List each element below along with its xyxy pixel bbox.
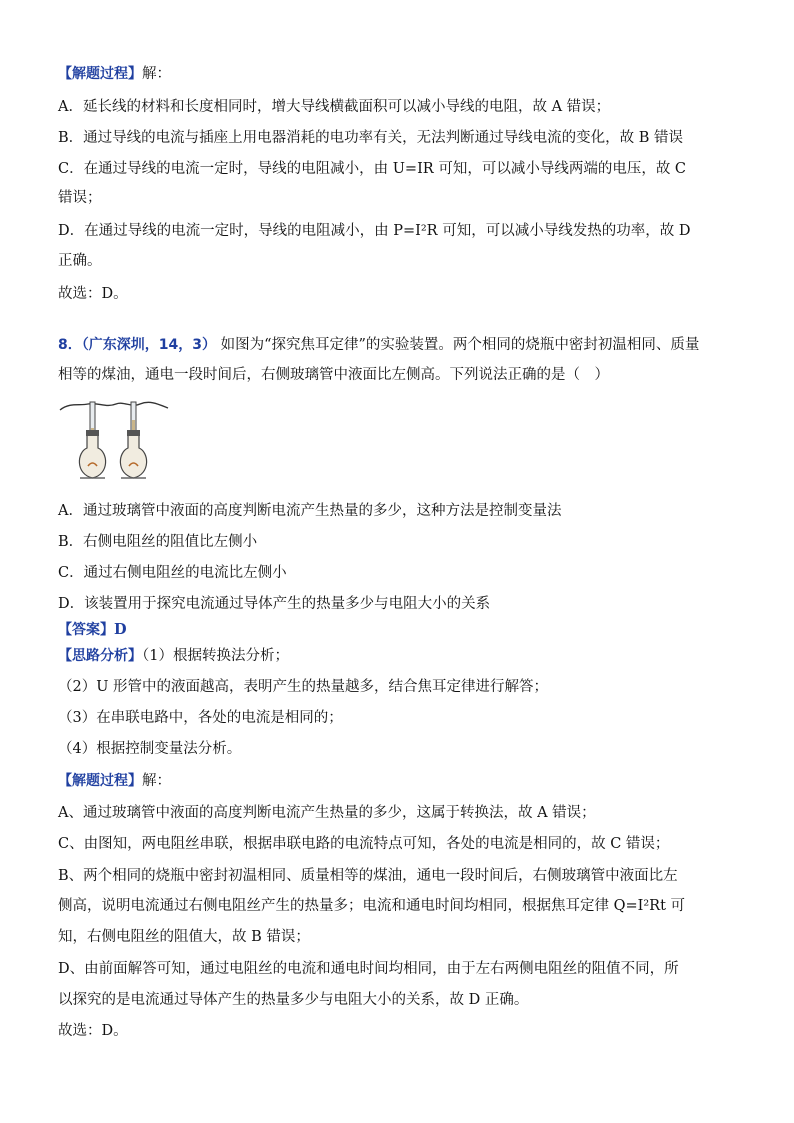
analysis-item: （4）根据控制变量法分析。 — [58, 741, 242, 757]
process-line: C、由图知，两电阻丝串联，根据串联电路的电流特点可知，各处的电流是相同的，故 C 错误； — [58, 836, 670, 852]
option-d: D．该装置用于探究电流通过导体产生的热量多少与电阻大小的关系 — [58, 596, 491, 612]
process-line: 侧高，说明电流通过右侧电阻丝产生的热量多；电流和通电时间均相同，根据焦耳定律 Q=I²Rt 可 — [58, 898, 686, 914]
analysis-item: （3）在串联电路中，各处的电流是相同的； — [58, 710, 343, 726]
answer-tag: 【答案】 — [58, 622, 114, 638]
question-stem: 如图为“探究焦耳定律”的实验装置。两个相同的烧瓶中密封初温相同、质量 — [220, 337, 700, 353]
analysis-tag: 【思路分析】 — [58, 648, 142, 664]
solution-header — [58, 64, 171, 84]
analysis-item: （2）U 形管中的液面越高，表明产生的热量越多，结合焦耳定律进行解答； — [58, 679, 549, 695]
process-lead: 解： — [142, 773, 171, 789]
analysis-item: （1）根据转换法分析； — [142, 648, 289, 664]
option-a: A．通过玻璃管中液面的高度判断电流产生热量的多少，这种方法是控制变量法 — [58, 503, 562, 519]
process-line: A、通过玻璃管中液面的高度判断电流产生热量的多少，这属于转换法，故 A 错误； — [58, 805, 596, 821]
solution-line: A．延长线的材料和长度相同时，增大导线横截面积可以减小导线的电阻，故 A 错误； — [58, 99, 611, 115]
solution-line: 故选：D。 — [58, 286, 128, 302]
solution-line: B．通过导线的电流与插座上用电器消耗的电功率有关，无法判断通过导线电流的变化，故 B 错误 — [58, 130, 684, 146]
option-c: C．通过右侧电阻丝的电流比左侧小 — [58, 565, 287, 581]
solution-tag: 【解题过程】 — [58, 66, 142, 82]
option-b: B．右侧电阻丝的阻值比左侧小 — [58, 534, 258, 550]
joule-law-apparatus-figure — [58, 398, 170, 482]
process-line: B、两个相同的烧瓶中密封初温相同、质量相等的煤油，通电一段时间后，右侧玻璃管中液面比左 — [58, 868, 678, 884]
process-line: D、由前面解答可知，通过电阻丝的电流和通电时间均相同，由于左右两侧电阻丝的阻值不同，所 — [58, 961, 679, 977]
question-stem-line-2: 相等的煤油，通电一段时间后，右侧玻璃管中液面比左侧高。下列说法正确的是（ ） — [58, 367, 609, 383]
process-line: 知，右侧电阻丝的阻值大，故 B 错误； — [58, 929, 310, 945]
solution-line: 错误； — [58, 190, 102, 206]
solution-line: 正确。 — [58, 253, 102, 269]
analysis-line-1 — [58, 646, 289, 666]
process-line: 以探究的是电流通过导体产生的热量多少与电阻大小的关系，故 D 正确。 — [58, 992, 529, 1008]
process-tag: 【解题过程】 — [58, 773, 142, 789]
process-header — [58, 771, 171, 791]
answer-value: D — [114, 621, 127, 638]
solution-line: C．在通过导线的电流一定时，导线的电阻减小，由 U=IR 可知，可以减小导线两端的电压，故 C — [58, 161, 687, 177]
question-stem-line-1 — [58, 335, 699, 355]
process-line: 故选：D。 — [58, 1023, 128, 1039]
solution-line: D．在通过导线的电流一定时，导线的电阻减小，由 P=I²R 可知，可以减小导线发热的功率，故 D — [58, 223, 691, 239]
solution-lead: 解： — [142, 66, 171, 82]
question-number: 8．（广东深圳，14，3） — [58, 337, 216, 353]
answer-line — [58, 620, 127, 640]
